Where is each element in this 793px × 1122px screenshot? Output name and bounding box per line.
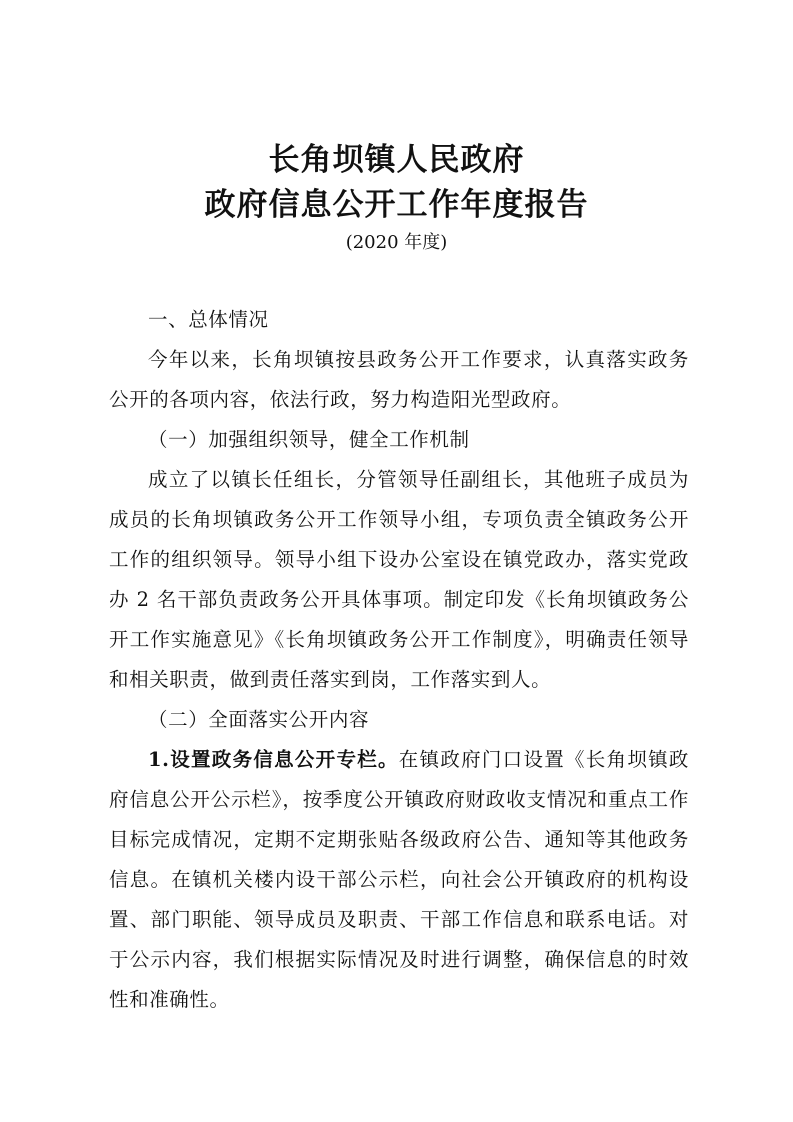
paragraph-intro: 今年以来，长角坝镇按县政务公开工作要求，认真落实政务公开的各项内容，依法行政，努力构造阳光型政府。 — [109, 348, 689, 411]
report-body — [109, 300, 689, 1020]
subheading-content: （二）全面落实公开内容 — [148, 708, 370, 731]
report-title-line-1: 长角坝镇人民政府 — [268, 142, 525, 178]
report-year: (2020 年度) — [345, 232, 448, 253]
paragraph-organization: 成立了以镇长任组长，分管领导任副组长，其他班子成员为成员的长角坝镇政务公开工作领导小组，专项负责全镇政务公开工作的组织领导。领导小组下设办公室设在镇党政办，落实党政办 2 名干部负责政务公开具体事项。制定印发《长角坝镇政务公开工作实施意见》《长角坝镇政务公开工作制度》，明确责任领导和相关职责，做到责任落实到岗，工作落实到人。 — [109, 468, 689, 691]
section-heading-overview: 一、总体情况 — [148, 308, 269, 331]
subheading-organization: （一）加强组织领导，健全工作机制 — [148, 428, 470, 451]
paragraph-item-1-lead: 1.设置政务信息公开专栏。 — [148, 748, 399, 771]
paragraph-item-1 — [109, 740, 689, 1020]
report-title-line-2: 政府信息公开工作年度报告 — [204, 187, 589, 223]
paragraph-item-1-body: 在镇政府门口设置《长角坝镇政府信息公开公示栏》，按季度公开镇政府财政收支情况和重点工作目标完成情况，定期不定期张贴各级政府公告、通知等其他政务信息。在镇机关楼内设干部公示栏，向社会公开镇政府的机构设置、部门职能、领导成员及职责、干部工作信息和联系电话。对于公示内容，我们根据实际情况及时进行调整，确保信息的时效性和准确性。 — [109, 748, 689, 1011]
